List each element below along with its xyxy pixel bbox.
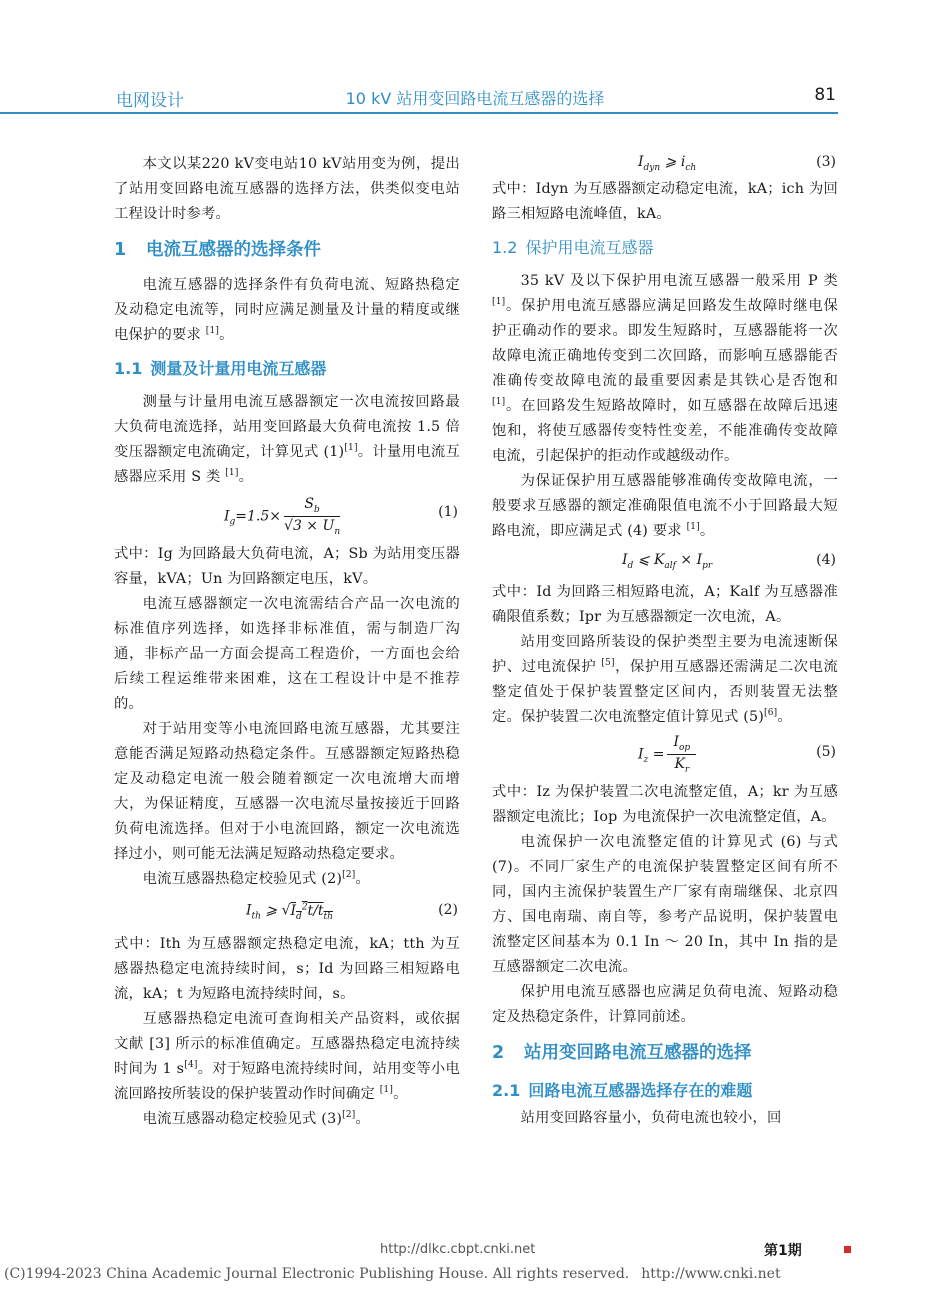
subsection-number: 2.1 bbox=[492, 1081, 521, 1100]
paragraph: 保护用电流互感器也应满足负荷电流、短路动稳定及热稳定条件，计算同前述。 bbox=[492, 984, 838, 1025]
paragraph: 测量与计量用电流互感器额定一次电流按回路最大负荷电流选择，站用变回路最大负荷电流按 1.5 倍变压器额定电流确定，计算见式 (1)[1]。计量用电流互感器应采用 S 类 [1]。 bbox=[114, 394, 460, 485]
journal-url[interactable]: http://dlkc.cbpt.cnki.net bbox=[380, 1242, 536, 1257]
citation: [1] bbox=[344, 443, 358, 454]
subsection-number: 1.1 bbox=[114, 359, 143, 378]
subsection-number: 1.2 bbox=[492, 238, 518, 257]
citation: [1] bbox=[205, 326, 220, 337]
paragraph: 对于站用变等小电流回路电流互感器，尤其要注意能否满足短路动热稳定条件。互感器额定短路热稳定及动稳定电流一般会随着额定一次电流增大而增大，为保证精度，互感器一次电流尽量按接近于回路负荷电流选择。但对于小电流回路，额定一次电流选择过小，则可能无法满足短路动热稳定要求。 bbox=[114, 721, 460, 862]
left-column bbox=[114, 152, 460, 1132]
equation-1: $I_g=1.5\times$ $\frac{S_b}{√3 \times U_n}$ (1) bbox=[224, 496, 458, 537]
equation-number: (4) bbox=[816, 552, 836, 568]
citation: [4] bbox=[184, 1060, 198, 1071]
citation: [1] bbox=[492, 297, 506, 308]
footer-marker bbox=[844, 1246, 851, 1253]
subsection-title: 回路电流互感器选择存在的难题 bbox=[528, 1081, 753, 1100]
paragraph: 35 kV 及以下保护用电流互感器一般采用 P 类 [1]。保护用电流互感器应满足回路发生故障时继电保护正确动作的要求。即发生短路时，互感器能将一次故障电流正确地传变到二次回路，而影响互感器能否准确传变故障电流的最重要因素是其铁心是否饱和 [1]。在回路发生短路故障时，如互感器在故障后迅速饱和，将使互感器传变特性变差，不能准确传变故障电流，引起保护的拒动作或越级动作。 bbox=[492, 273, 838, 464]
section-title: 电流互感器的选择条件 bbox=[146, 240, 321, 260]
citation: [2] bbox=[342, 1110, 356, 1121]
equation-number: (2) bbox=[438, 902, 458, 918]
intro-paragraph: 本文以某220 kV变电站10 kV站用变为例，提出了站用变回路电流互感器的选择方法，供类似变电站工程设计时参考。 bbox=[114, 156, 460, 222]
paragraph: 电流互感器额定一次电流需结合产品一次电流的标准值序列选择，如选择非标准值，需与制造厂沟通，非标产品一方面会提高工程造价，一方面也会给后续工程运维带来困难，这在工程设计中是不推荐的。 bbox=[114, 596, 460, 712]
citation: [6] bbox=[764, 708, 778, 719]
section-number: 1 bbox=[114, 240, 127, 260]
equation-4: $I_d$ ⩽ $K_{alf} \times I_{pr}$ (4) bbox=[622, 552, 836, 571]
section-heading-1 bbox=[114, 227, 460, 273]
citation: [2] bbox=[342, 870, 356, 881]
copyright-url[interactable]: http://www.cnki.net bbox=[641, 1266, 781, 1282]
page-number: 81 bbox=[814, 85, 836, 105]
copyright-notice: (C)1994-2023 China Academic Journal Electronic Publishing House. All rights reserved. http://www.cnki.net bbox=[4, 1266, 781, 1282]
section-number: 2 bbox=[492, 1043, 505, 1063]
equation-number: (3) bbox=[816, 154, 836, 170]
paragraph: 电流互感器的选择条件有负荷电流、短路热稳定及动稳定电流等，同时应满足测量及计量的精度或继电保护的要求 [1]。 bbox=[114, 277, 460, 343]
header-rule bbox=[0, 112, 838, 114]
issue-label: 第1期 bbox=[764, 1243, 802, 1259]
equation-3: $I_{dyn}$ ⩾ $i_{ch}$ (3) bbox=[638, 154, 836, 173]
paragraph: 电流保护一次电流整定值的计算见式 (6) 与式 (7)。不同厂家生产的电流保护装置整定区间有所不同，国内主流保护装置生产厂家有南瑞继保、北京四方、国电南瑞、南自等，参考产品说明，保护装置电流整定区间基本为 0.1 In ～ 20 In，其中 In 指的是互感器额定二次电流。 bbox=[492, 834, 838, 975]
paragraph: 式中：Ith 为互感器额定热稳定电流，kA；tth 为互感器热稳定电流持续时间，s；Id 为回路三相短路电流，kA；t 为短路电流持续时间，s。 bbox=[114, 936, 460, 1002]
paragraph: 互感器热稳定电流可查询相关产品资料，或依据文献 [3] 所示的标准值确定。互感器热稳定电流持续时间为 1 s[4]。对于短路电流持续时间，站用变等小电流回路按所装设的保护装置动作时间确定 [1]。 bbox=[114, 1011, 461, 1102]
equation-5: $I_z$ = $\frac{I_{op}}{K_r}$ (5) bbox=[638, 734, 836, 775]
subsection-heading-1-1 bbox=[114, 348, 460, 390]
equation-2: $I_{th}$ ⩾ $√I_d^2t/t_{th}$ (2) bbox=[246, 902, 458, 922]
citation: [1] bbox=[686, 522, 700, 533]
journal-section: 电网设计 bbox=[116, 91, 184, 111]
citation: [5] bbox=[601, 658, 615, 669]
citation: [1] bbox=[379, 1085, 394, 1096]
paragraph: 式中：Id 为回路三相短路电流，A；Kalf 为互感器准确限值系数；Ipr 为互感器额定一次电流，A。 bbox=[492, 584, 838, 625]
right-column bbox=[492, 152, 838, 1131]
subsection-heading-2-1 bbox=[492, 1076, 838, 1106]
citation: [1] bbox=[492, 397, 506, 408]
equation-number: (1) bbox=[438, 504, 458, 520]
paragraph: 站用变回路所装设的保护类型主要为电流速断保护、过电流保护 [5]，保护用互感器还需满足二次电流整定值处于保护装置整定区间内，否则装置无法整定。保护装置二次电流整定值计算见式 (5)[6]。 bbox=[492, 634, 838, 725]
equation-number: (5) bbox=[816, 744, 836, 760]
article-running-title: 10 kV 站用变回路电流互感器的选择 bbox=[345, 89, 605, 108]
paragraph: 式中：Ig 为回路最大负荷电流，A；Sb 为站用变压器容量，kVA；Un 为回路额定电压，kV。 bbox=[114, 546, 460, 587]
paragraph: 电流互感器动稳定校验见式 (3)[2]。 bbox=[142, 1110, 371, 1127]
section-heading-2 bbox=[492, 1030, 838, 1076]
paragraph: 电流互感器热稳定校验见式 (2)[2]。 bbox=[142, 870, 371, 887]
subsection-heading-1-2 bbox=[492, 227, 838, 269]
paragraph: 为保证保护用互感器能够准确传变故障电流，一般要求互感器的额定准确限值电流不小于回路最大短路电流，即应满足式 (4) 要求 [1]。 bbox=[492, 473, 838, 539]
subsection-title: 测量及计量用电流互感器 bbox=[150, 359, 327, 378]
paragraph: 站用变回路容量小，负荷电流也较小，回 bbox=[520, 1110, 782, 1126]
section-title: 站用变回路电流互感器的选择 bbox=[524, 1043, 752, 1063]
paragraph: 式中：Idyn 为互感器额定动稳定电流，kA；ich 为回路三相短路电流峰值，kA。 bbox=[492, 181, 838, 222]
subsection-title: 保护用电流互感器 bbox=[525, 238, 654, 257]
paragraph: 式中：Iz 为保护装置二次电流整定值，A；kr 为互感器额定电流比；Iop 为电流保护一次电流整定值，A。 bbox=[492, 784, 838, 825]
citation: [1] bbox=[225, 468, 239, 479]
